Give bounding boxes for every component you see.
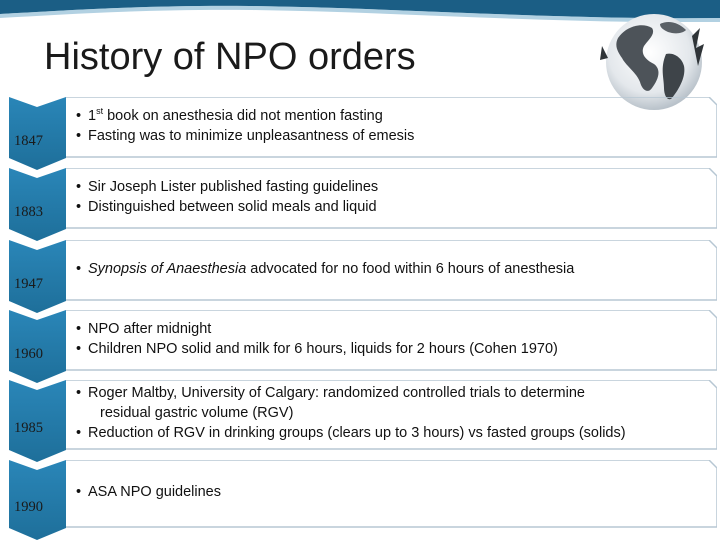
timeline-chevron (9, 97, 66, 170)
bullet-item (76, 482, 709, 502)
bullet-text: Distinguished between solid meals and liquid (88, 199, 377, 215)
timeline-year: 1847 (14, 133, 43, 149)
bullet-item (76, 259, 709, 279)
bullet-list (76, 259, 709, 279)
timeline-entry-box (66, 380, 717, 450)
timeline-entry-box (66, 310, 717, 371)
book-title: Synopsis of Anaesthesia (88, 261, 247, 277)
timeline-chevron (9, 460, 66, 540)
timeline-year: 1947 (14, 276, 43, 292)
timeline-chevron (9, 310, 66, 383)
bullet-list (76, 106, 709, 146)
timeline-entry-box (66, 168, 717, 229)
timeline-chevron (9, 240, 66, 313)
slide-title: History of NPO orders (44, 36, 416, 78)
bullet-item (76, 339, 709, 359)
bullet-superscript: st (96, 106, 104, 117)
bullet-item (76, 126, 709, 146)
bullet-text: Roger Maltby, University of Calgary: randomized controlled trials to determine (88, 385, 585, 401)
bullet-text: book on anesthesia did not mention fasting (103, 108, 383, 124)
bullet-text: Children NPO solid and milk for 6 hours, liquids for 2 hours (Cohen 1970) (88, 341, 558, 357)
bullet-continuation: residual gastric volume (RGV) (100, 405, 294, 421)
bullet-list (76, 482, 709, 502)
timeline-year: 1960 (14, 346, 43, 362)
bullet-text: Fasting was to minimize unpleasantness of emesis (88, 128, 415, 144)
timeline-entry-box (66, 97, 717, 158)
bullet-text: NPO after midnight (88, 321, 212, 337)
timeline-year: 1990 (14, 499, 43, 515)
bullet-ordinal: 1 (88, 108, 97, 124)
bullet-item (76, 319, 709, 339)
bullet-text: advocated for no food within 6 hours of anesthesia (246, 261, 575, 277)
bullet-list (76, 319, 709, 359)
bullet-list (76, 383, 709, 443)
bullet-item (76, 383, 709, 403)
bullet-text: ASA NPO guidelines (88, 484, 221, 500)
timeline-year: 1883 (14, 204, 43, 220)
bullet-text: Sir Joseph Lister published fasting guidelines (88, 179, 379, 195)
bullet-list (76, 177, 709, 217)
timeline-chevron (9, 380, 66, 462)
timeline-year: 1985 (14, 420, 43, 436)
bullet-item (76, 177, 709, 197)
bullet-item (76, 197, 709, 217)
timeline-chevron (9, 168, 66, 241)
timeline-entry-box (66, 460, 717, 528)
timeline-entry-box (66, 240, 717, 301)
bullet-item (76, 106, 709, 126)
bullet-item (76, 423, 709, 443)
bullet-text: Reduction of RGV in drinking groups (clears up to 3 hours) vs fasted groups (solids) (88, 425, 626, 441)
